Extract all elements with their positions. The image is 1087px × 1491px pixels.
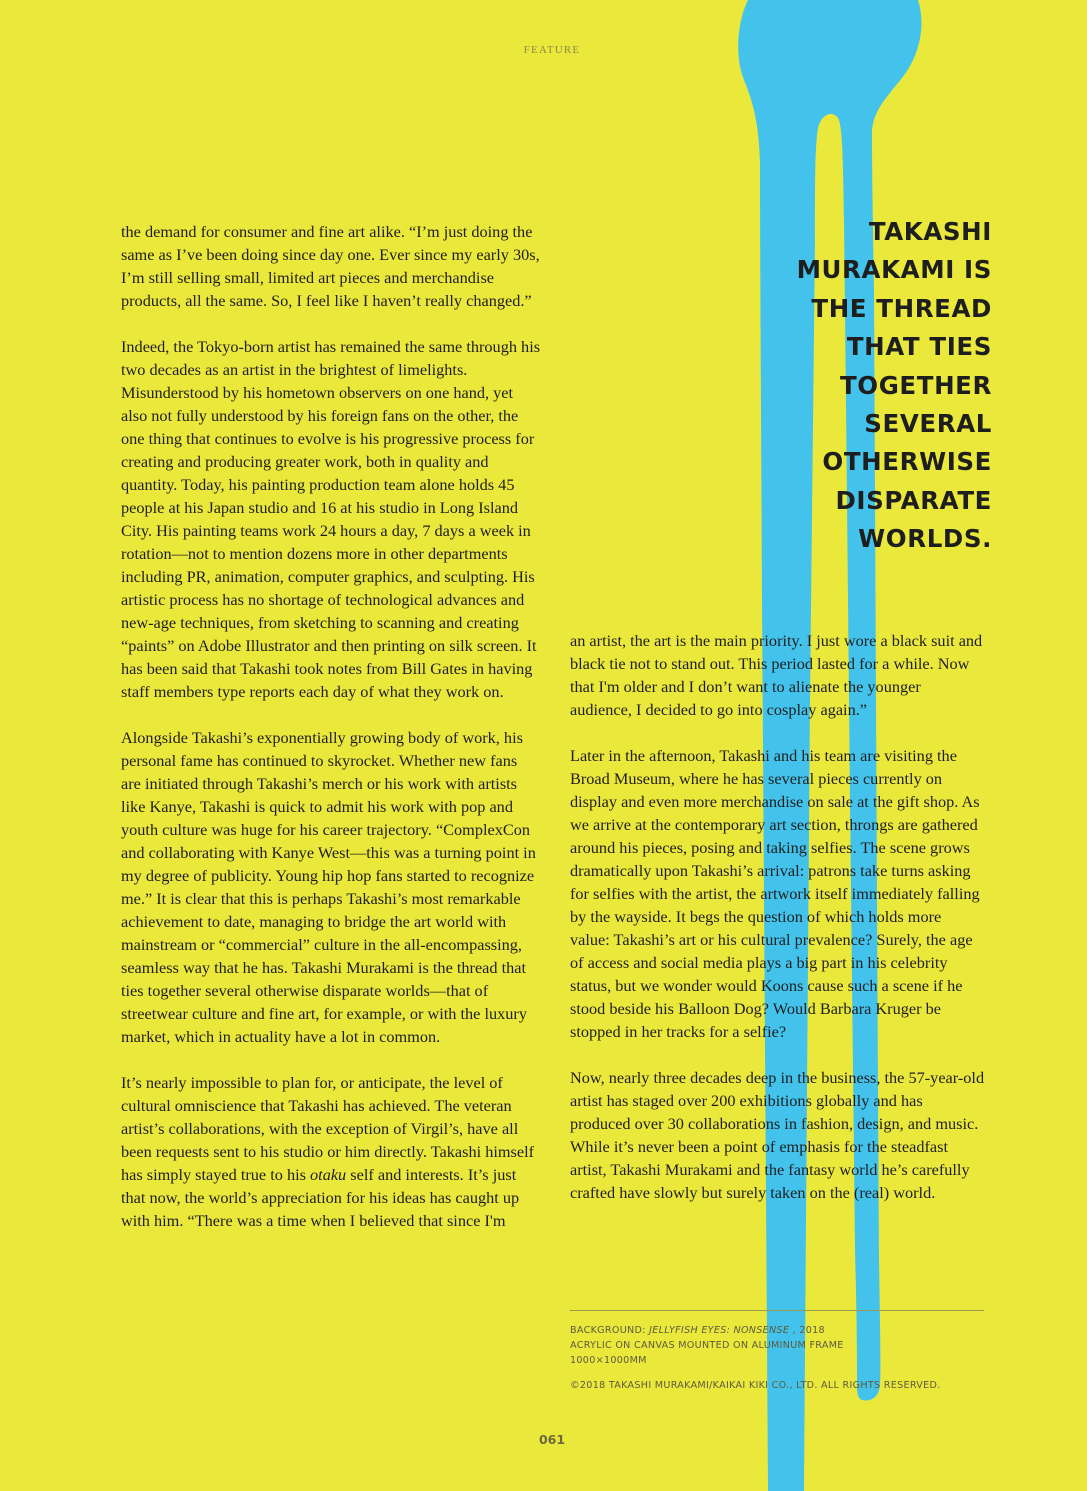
caption-size: 1000×1000MM — [570, 1355, 647, 1366]
caption-label: BACKGROUND: — [570, 1325, 650, 1336]
article-italic-term: otaku — [310, 1165, 347, 1184]
caption-year: , 2018 — [789, 1325, 825, 1336]
article-paragraph: Now, nearly three decades deep in the business, the 57-year-old artist has staged over 200 exhibitions globally and has produced over 30 collaborations in fashion, design, and music. While it’s never been a point of emphasis for the steadfast artist, Takashi Murakami and the fantasy world he’s carefully crafted have slowly but surely taken on the (real) world. — [570, 1068, 985, 1202]
article-left-column — [121, 220, 541, 1255]
section-label: FEATURE — [523, 44, 581, 56]
article-right-column — [570, 629, 985, 1227]
article-paragraph: the demand for consumer and fine art alike. “I’m just doing the same as I’ve been doing since day one. Ever since my early 30s, I’m still selling small, limited art pieces and merchandise products, all the same. So, I feel like I haven’t really changed.” — [121, 222, 540, 310]
caption-title-line — [570, 1323, 984, 1338]
pull-quote — [692, 213, 992, 559]
pull-quote-line: TAKASHI — [868, 217, 992, 246]
pull-quote-line: THE THREAD — [811, 293, 992, 323]
pull-quote-line: OTHERWISE — [822, 447, 992, 477]
page-number: 061 — [538, 1432, 566, 1447]
article-text: It’s nearly impossible to plan for, or anticipate, the level of cultural omniscience that Takashi has achieved. The veteran artist’s collaborations, with the exception of Virgil’s, have all been requests sent to his studio or him directly. Takashi himself has simply stayed true to his — [121, 1073, 535, 1184]
pull-quote-line: DISPARATE — [835, 485, 992, 515]
article-paragraph — [121, 1071, 541, 1232]
article-paragraph: Alongside Takashi’s exponentially growing body of work, his personal fame has continued to skyrocket. Whether new fans are initiated through Takashi’s merch or his work with artists like Kanye, Takashi is quick to admit his work with pop and youth culture was huge for his career trajectory. “ComplexCon and collaborating with Kanye West—this was a turning point in my degree of publicity. Young hip hop fans started to recognize me.” It is clear that this is perhaps Takashi’s most remarkable achievement to date, managing to bridge the art world with mainstream or “commercial” culture in the all-encompassing, seamless way that he has. Takashi Murakami is the thread that ties together several otherwise disparate worlds—that of streetwear culture and fine art, for example, or with the luxury market, which in actuality have a lot in common. — [121, 728, 536, 1046]
caption-work-title: JELLYFISH EYES: NONSENSE — [649, 1325, 790, 1336]
article-text: self and interests. It’s just that now, the world’s appreciation for his ideas has caught up with him. “There was a time when I believed that since I'm — [121, 1165, 520, 1230]
article-paragraph: Indeed, the Tokyo-born artist has remained the same through his two decades as an artist in the brightest of limelights. Misunderstood by his hometown observers on one hand, yet also not fully understood by his foreign fans on the other, the one thing that continues to evolve is his progressive process for creating and producing greater work, both in quality and quantity. Today, his painting production team alone holds 45 people at his Japan studio and 16 at his studio in Long Island City. His painting teams work 24 hours a day, 7 days a week in rotation—not to mention dozens more in other departments including PR, animation, computer graphics, and sculpting. His artistic process has no shortage of technological advances and new-age techniques, from sketching to scanning and creating “paints” on Adobe Illustrator and then printing on silk screen. It has been said that Takashi took notes from Bill Gates in having staff members type reports each day of what they work on. — [121, 337, 541, 701]
article-paragraph: Later in the afternoon, Takashi and his team are visiting the Broad Museum, where he has several pieces currently on display and even more merchandise on sale at the gift shop. As we arrive at the contemporary art section, throngs are gathered around his pieces, posing and taking selfies. The scene grows dramatically upon Takashi’s arrival: patrons take turns asking for selfies with the artist, the artwork itself immediately falling by the wayside. It begs the question of which holds more value: Takashi’s art or his cultural prevalence? Surely, the age of access and social media plays a big part in his celebrity status, but we wonder would Koons cause such a scene if he stood beside his Balloon Dog? Would Barbara Kruger be stopped in her tracks for a selfie? — [570, 746, 980, 1041]
caption-credit: ©2018 TAKASHI MURAKAMI/KAIKAI KIKI CO., LTD. ALL RIGHTS RESERVED. — [570, 1380, 941, 1391]
image-caption — [570, 1310, 984, 1393]
pull-quote-line: TOGETHER — [839, 370, 992, 400]
pull-quote-line: MURAKAMI IS — [796, 255, 992, 285]
pull-quote-line: THAT TIES — [846, 332, 992, 362]
caption-medium: ACRYLIC ON CANVAS MOUNTED ON ALUMINUM FRAME — [570, 1340, 844, 1351]
pull-quote-line: SEVERAL — [864, 409, 992, 439]
article-paragraph: an artist, the art is the main priority. I just wore a black suit and black tie not to stand out. This period lasted for a while. Now that I'm older and I don’t want to alienate the younger audience, I decided to go into cosplay again.” — [570, 631, 983, 719]
pull-quote-line: WORLDS. — [858, 524, 992, 554]
